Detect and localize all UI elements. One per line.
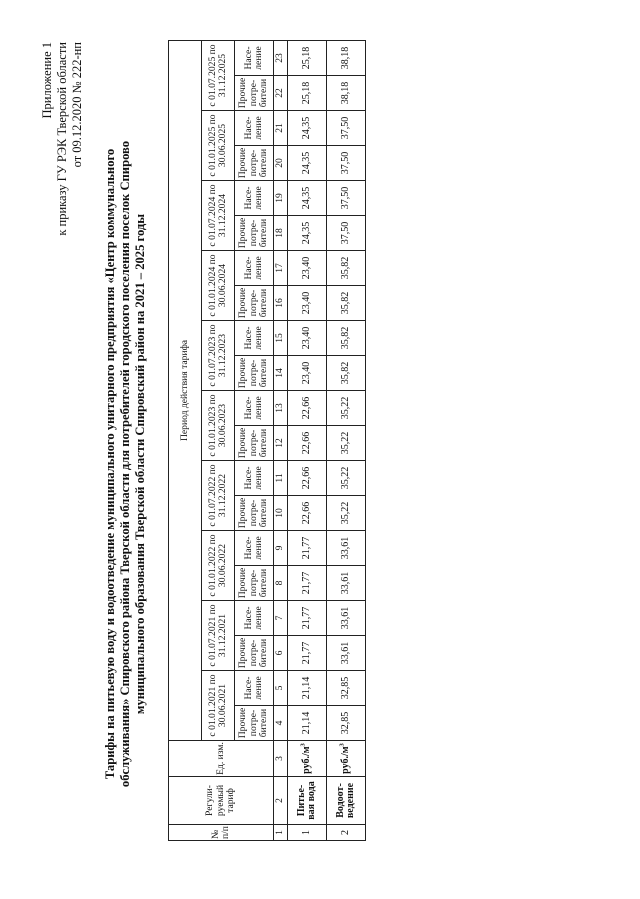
tariff-value: 22,66 [288, 496, 327, 531]
title-line: муниципального образования Тверской области Спировский район на 2021 – 2025 годы [133, 213, 147, 715]
population-label: Насе- ление [235, 671, 274, 706]
population-label: Насе- ление [235, 461, 274, 496]
column-number: 12 [274, 426, 288, 461]
header-unit: Ед. изм. [169, 741, 274, 777]
tariff-value: 24,35 [288, 146, 327, 181]
column-number: 20 [274, 146, 288, 181]
tariff-value: 37,50 [327, 181, 366, 216]
tariff-value: 21,77 [288, 531, 327, 566]
column-number: 17 [274, 251, 288, 286]
column-number: 10 [274, 496, 288, 531]
row-unit [288, 741, 327, 777]
other-consumers-label: Прочие потре- бители [235, 426, 274, 461]
tariff-value: 23,40 [288, 286, 327, 321]
tariff-value: 32,85 [327, 706, 366, 741]
column-number: 21 [274, 111, 288, 146]
header-row [169, 40, 202, 840]
other-consumers-label: Прочие потре- бители [235, 636, 274, 671]
row-num: 1 [288, 825, 327, 841]
table-row [288, 40, 327, 840]
tariff-value: 32,85 [327, 671, 366, 706]
column-number: 22 [274, 76, 288, 111]
period-row [202, 40, 235, 840]
tariff-value: 22,66 [288, 426, 327, 461]
other-consumers-label: Прочие потре- бители [235, 356, 274, 391]
column-number: 19 [274, 181, 288, 216]
tariff-value: 35,82 [327, 251, 366, 286]
tariff-value: 33,61 [327, 566, 366, 601]
column-number: 16 [274, 286, 288, 321]
population-label: Насе- ление [235, 531, 274, 566]
column-number: 14 [274, 356, 288, 391]
population-label: Насе- ление [235, 40, 274, 75]
column-number-row [274, 40, 288, 840]
title-line: обслуживания» Спировского района Тверской области для потребителей городского поселения поселок Спирово [118, 140, 132, 788]
tariff-value: 37,50 [327, 216, 366, 251]
unit-text: руб./м [300, 746, 312, 774]
column-number: 5 [274, 671, 288, 706]
column-number: 2 [274, 777, 288, 825]
other-consumers-label: Прочие потре- бители [235, 706, 274, 741]
period-header: с 01.01.2022 по 30.06.2022 [202, 531, 235, 601]
column-number: 11 [274, 461, 288, 496]
tariff-value: 24,35 [288, 216, 327, 251]
tariff-value: 22,66 [288, 461, 327, 496]
appendix-line: от 09.12.2020 № 222-нп [70, 42, 84, 168]
column-number: 6 [274, 636, 288, 671]
row-num: 2 [327, 825, 366, 841]
appendix-line: к приказу ГУ РЭК Тверской области [55, 42, 69, 236]
unit-text: руб./м [339, 746, 351, 774]
tariff-value: 35,82 [327, 286, 366, 321]
column-number: 1 [274, 825, 288, 841]
other-consumers-label: Прочие потре- бители [235, 216, 274, 251]
table-row [327, 40, 366, 840]
row-tariff-name: Питье- вая вода [288, 777, 327, 825]
document-title [103, 119, 148, 809]
title-line: Тарифы на питьевую воду и водоотведение муниципального унитарного предприятия «Центр коммунального [103, 148, 117, 780]
period-header: с 01.07.2021 по 31.12.2021 [202, 601, 235, 671]
tariff-value: 38,18 [327, 76, 366, 111]
other-consumers-label: Прочие потре- бители [235, 286, 274, 321]
column-number: 8 [274, 566, 288, 601]
population-label: Насе- ление [235, 111, 274, 146]
unit-superscript: 3 [338, 743, 346, 747]
tariff-value: 21,77 [288, 636, 327, 671]
period-header: с 01.01.2025 по 30.06.2025 [202, 111, 235, 181]
tariff-value: 22,66 [288, 391, 327, 426]
tariff-value: 25,18 [288, 40, 327, 75]
column-number: 3 [274, 741, 288, 777]
tariff-value: 33,61 [327, 636, 366, 671]
appendix-line: Приложение 1 [40, 42, 54, 119]
tariff-value: 35,82 [327, 356, 366, 391]
period-header: с 01.01.2023 по 30.06.2023 [202, 391, 235, 461]
tariff-value: 21,14 [288, 706, 327, 741]
other-consumers-label: Прочие потре- бители [235, 146, 274, 181]
population-label: Насе- ление [235, 181, 274, 216]
tariff-table [168, 40, 366, 841]
tariff-value: 38,18 [327, 40, 366, 75]
tariff-value: 35,22 [327, 461, 366, 496]
column-number: 15 [274, 321, 288, 356]
appendix-header [40, 42, 85, 236]
tariff-value: 35,22 [327, 496, 366, 531]
population-label: Насе- ление [235, 391, 274, 426]
column-number: 9 [274, 531, 288, 566]
column-number: 18 [274, 216, 288, 251]
tariff-value: 33,61 [327, 531, 366, 566]
population-label: Насе- ление [235, 251, 274, 286]
row-unit [327, 741, 366, 777]
other-consumers-label: Прочие потре- бители [235, 566, 274, 601]
period-header: с 01.01.2021 по 30.06.2021 [202, 671, 235, 741]
unit-superscript: 3 [299, 743, 307, 747]
header-tariff: Регули- руемый тариф [169, 777, 274, 825]
period-header: с 01.07.2024 по 31.12.2024 [202, 181, 235, 251]
period-header: с 01.07.2023 по 31.12.2023 [202, 321, 235, 391]
population-label: Насе- ление [235, 321, 274, 356]
column-number: 4 [274, 706, 288, 741]
tariff-value: 37,50 [327, 111, 366, 146]
tariff-value: 33,61 [327, 601, 366, 636]
header-num: № п/п [169, 825, 274, 841]
other-consumers-label: Прочие потре- бители [235, 76, 274, 111]
tariff-value: 21,77 [288, 601, 327, 636]
tariff-value: 23,40 [288, 251, 327, 286]
row-tariff-name: Водоот- ведение [327, 777, 366, 825]
tariff-value: 25,18 [288, 76, 327, 111]
column-number: 23 [274, 40, 288, 75]
period-header: с 01.07.2022 по 31.12.2022 [202, 461, 235, 531]
tariff-value: 35,82 [327, 321, 366, 356]
tariff-value: 35,22 [327, 391, 366, 426]
tariff-value: 23,40 [288, 321, 327, 356]
period-header: с 01.01.2024 по 30.06.2024 [202, 251, 235, 321]
column-number: 13 [274, 391, 288, 426]
tariff-value: 23,40 [288, 356, 327, 391]
other-consumers-label: Прочие потре- бители [235, 496, 274, 531]
tariff-value: 37,50 [327, 146, 366, 181]
consumer-row [235, 40, 274, 840]
tariff-value: 24,35 [288, 181, 327, 216]
period-header: с 01.07.2025 по 31.12.2025 [202, 40, 235, 110]
tariff-value: 21,77 [288, 566, 327, 601]
header-period: Период действия тарифа [169, 40, 202, 740]
population-label: Насе- ление [235, 601, 274, 636]
column-number: 7 [274, 601, 288, 636]
tariff-value: 24,35 [288, 111, 327, 146]
tariff-value: 21,14 [288, 671, 327, 706]
tariff-value: 35,22 [327, 426, 366, 461]
